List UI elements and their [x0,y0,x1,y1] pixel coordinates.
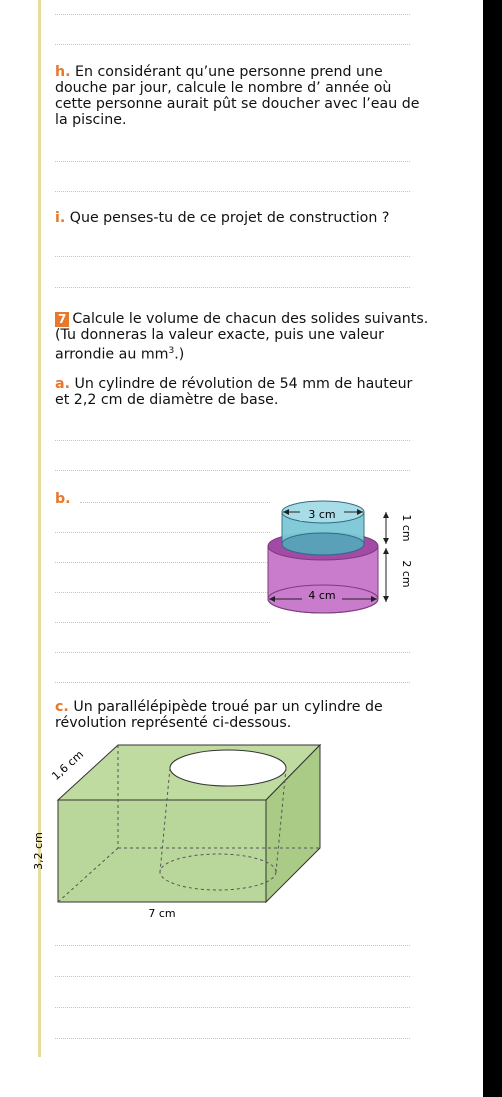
answer-line [55,592,270,593]
top-height-label: 1 cm [400,514,413,542]
question-b [55,491,95,507]
question-text: Un cylindre de révolution de 54 mm de hauteur et 2,2 cm de diamètre de base. [55,376,413,408]
arrow-head [383,512,389,518]
bottom-height-label: 2 cm [400,560,413,588]
question-text: Que penses-tu de ce projet de construction ? [69,210,390,226]
question-c [55,699,425,731]
question-text: En considérant qu’une personne prend une douche par jour, calcule le nombre d’ année où cette personne aurait pût se doucher avec l’eau de la piscine. [55,64,420,128]
height-label: 3,2 cm [32,832,45,870]
answer-line [55,440,410,441]
answer-line [55,622,270,623]
question-letter: b. [55,491,71,507]
depth-label: 1,6 cm [49,747,87,783]
box-with-hole-figure [30,740,330,930]
answer-line [80,502,270,503]
box-front-face [58,800,266,902]
top-diameter-label: 3 cm [308,508,336,521]
answer-line [55,287,410,288]
answer-line [55,945,410,946]
answer-line [55,532,270,533]
stacked-cylinders-figure [262,494,422,634]
arrow-head [383,538,389,544]
exercise-closing: .) [174,346,185,363]
question-letter: i. [55,210,66,226]
exercise-text: Calcule le volume de chacun des solides suivants. (Tu donneras la valeur exacte, puis une valeur arrondie au mm [55,311,429,363]
answer-line [55,14,410,15]
answer-line [55,682,410,683]
answer-line [55,1038,410,1039]
answer-line [55,976,410,977]
exercise-7-instructions [55,311,430,363]
top-cylinder-base [282,533,364,555]
arrow-head [383,596,389,602]
answer-line [55,44,410,45]
hole-top-ellipse [170,750,286,786]
answer-line [55,191,410,192]
answer-line [55,470,410,471]
answer-line [55,256,410,257]
answer-line [55,652,410,653]
question-i [55,210,425,226]
width-label: 7 cm [148,907,176,920]
arrow-head [383,548,389,554]
question-letter: c. [55,699,69,715]
question-a [55,376,425,408]
exercise-number-badge: 7 [55,312,69,327]
answer-line [55,562,270,563]
question-letter: h. [55,64,71,80]
question-letter: a. [55,376,70,392]
question-h [55,64,425,128]
answer-line [55,1007,410,1008]
answer-line [55,161,410,162]
bottom-diameter-label: 4 cm [308,589,336,602]
exercise-exponent: 3 [168,346,175,356]
question-text: Un parallélépipède troué par un cylindre de révolution représenté ci-dessous. [55,699,383,731]
